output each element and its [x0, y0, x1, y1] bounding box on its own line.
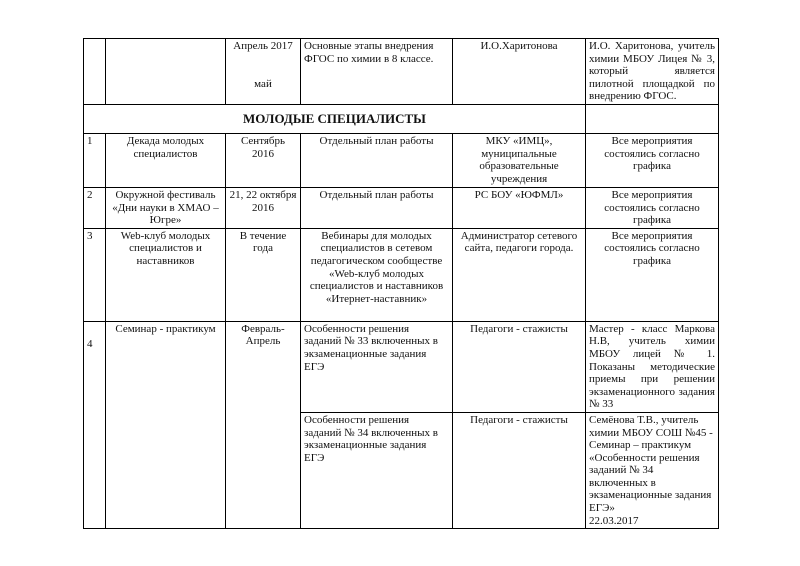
responsible-cell: И.О.Харитонова [453, 39, 586, 105]
num-cell: 3 [84, 228, 106, 321]
result-cell: Мастер - класс Маркова Н.В, учитель химии МБОУ лицей № 1. Показаны методические приемы при решении экзаменационного задания № 33 [586, 321, 719, 412]
section-title: МОЛОДЫЕ СПЕЦИАЛИСТЫ [84, 104, 586, 133]
result-text: Семёнова Т.В., учитель химии МБОУ СОШ №45 - Семинар – практикум «Особенности решения заданий № 34 включенных в экзаменационные задания ЕГЭ» [589, 413, 713, 515]
responsible-cell: МКУ «ИМЦ», муниципальные образовательные учреждения [453, 133, 586, 187]
event-cell: Семинар - практикум [106, 321, 226, 529]
num-cell: 4 [84, 321, 106, 529]
date-cell [226, 39, 301, 105]
responsible-cell: Администратор сетевого сайта, педагоги города. [453, 228, 586, 321]
table-row [84, 133, 719, 187]
empty-cell [586, 104, 719, 133]
plan-table [83, 38, 719, 529]
date-cell: 21, 22 октября 2016 [226, 187, 301, 228]
result-cell: Все мероприятия состоялись согласно графика [586, 133, 719, 187]
table-row [84, 187, 719, 228]
result-cell: Все мероприятия состоялись согласно графика [586, 187, 719, 228]
responsible-cell: РС БОУ «ЮФМЛ» [453, 187, 586, 228]
topic-cell: Вебинары для молодых специалистов в сетевом педагогическом сообществе «Web-клуб молодых специалистов и наставников «Итернет-наставник» [301, 228, 453, 321]
event-cell: Декада молодых специалистов [106, 133, 226, 187]
table-row [84, 321, 719, 412]
topic-cell: Отдельный план работы [301, 133, 453, 187]
responsible-cell: Педагоги - стажисты [453, 321, 586, 412]
responsible-cell: Педагоги - стажисты [453, 412, 586, 528]
num-cell: 1 [84, 133, 106, 187]
result-cell: Все мероприятия состоялись согласно графика [586, 228, 719, 321]
section-row [84, 104, 719, 133]
topic-cell: Особенности решения заданий № 34 включенных в экзаменационные задания ЕГЭ [301, 412, 453, 528]
date-cell: Февраль-Апрель [226, 321, 301, 529]
result-date: 22.03.2017 [589, 514, 639, 527]
date-text: Апрель 2017 [233, 40, 293, 52]
table-row [84, 228, 719, 321]
topic-cell: Отдельный план работы [301, 187, 453, 228]
topic-cell: Основные этапы внедрения ФГОС по химии в 8 классе. [301, 39, 453, 105]
result-cell [586, 412, 719, 528]
event-cell [106, 39, 226, 105]
date-text-2: май [254, 77, 272, 90]
table-row [84, 39, 719, 105]
num-cell: 2 [84, 187, 106, 228]
date-cell: Сентябрь 2016 [226, 133, 301, 187]
topic-cell: Особенности решения заданий № 33 включенных в экзаменационные задания ЕГЭ [301, 321, 453, 412]
date-cell: В течение года [226, 228, 301, 321]
result-cell: И.О. Харитонова, учитель химии МБОУ Лицея № 3, который является пилотной площадкой по внедрению ФГОС. [586, 39, 719, 105]
event-cell: Web-клуб молодых специалистов и наставников [106, 228, 226, 321]
num-cell [84, 39, 106, 105]
event-cell: Окружной фестиваль «Дни науки в ХМАО – Югре» [106, 187, 226, 228]
